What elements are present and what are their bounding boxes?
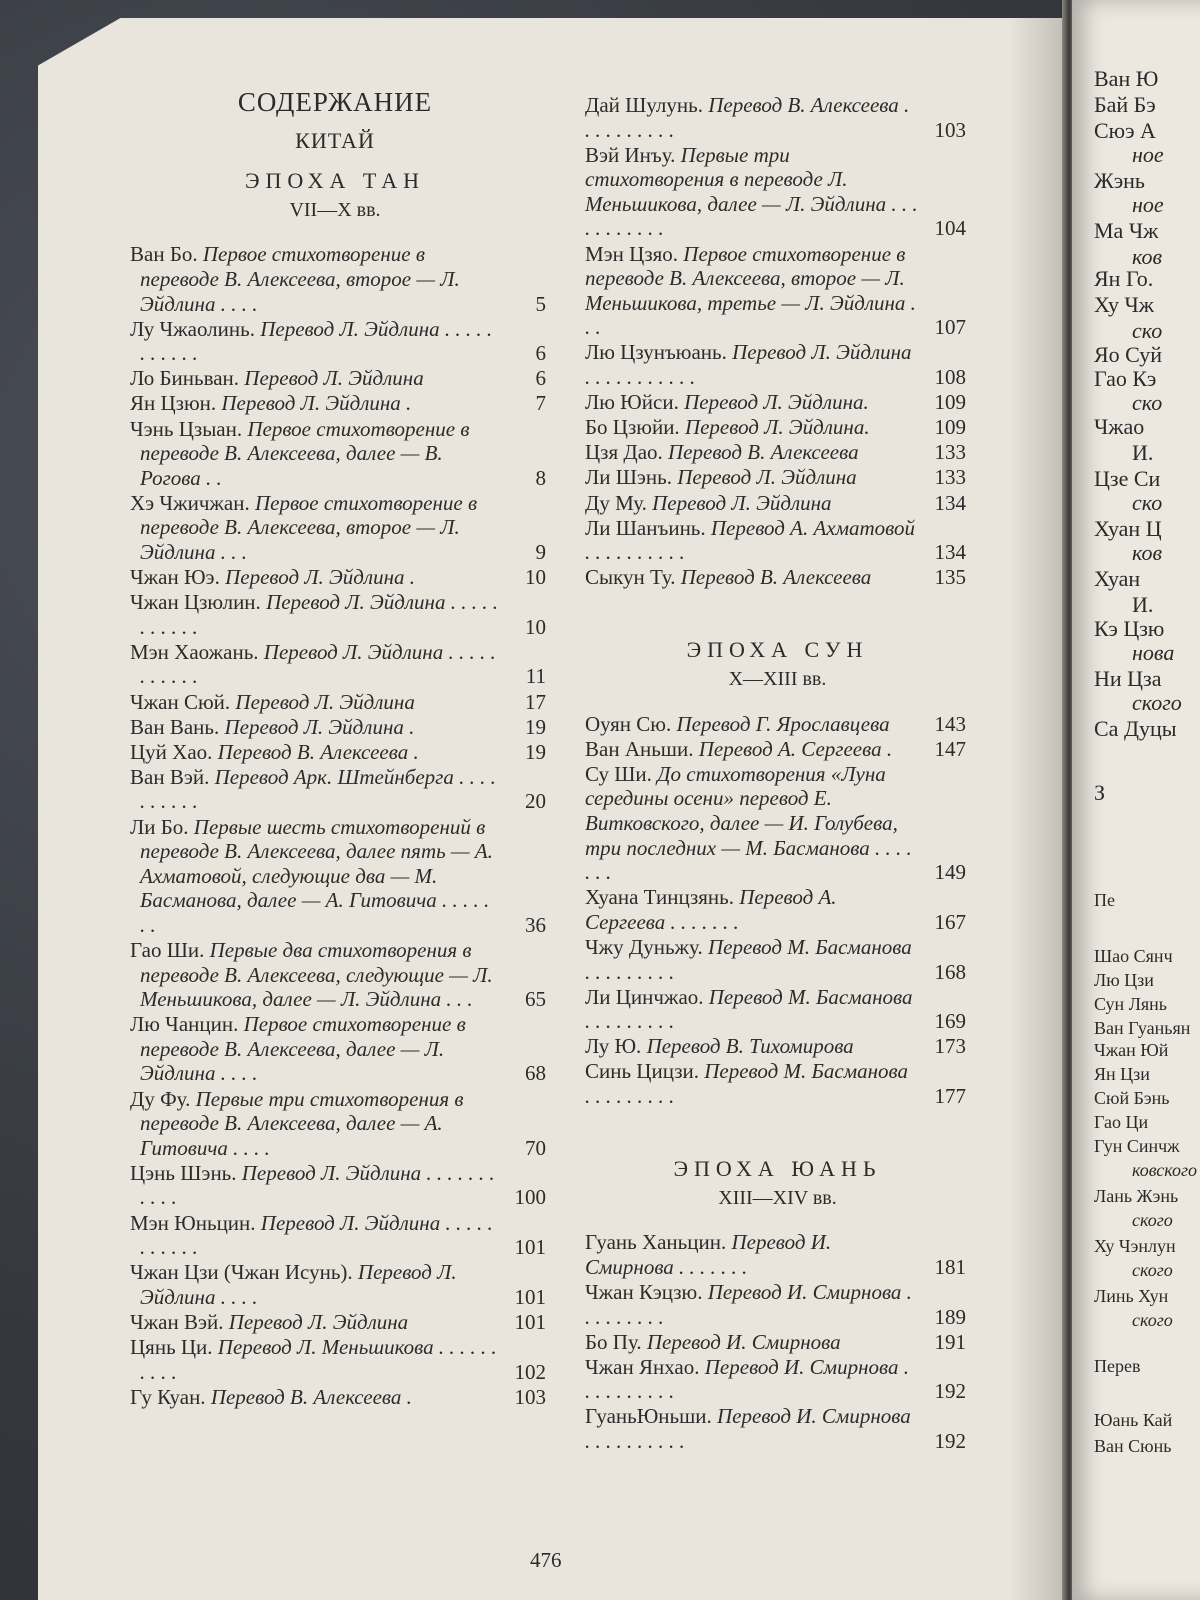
toc-entry [120, 1087, 550, 1161]
right-page-fragment: И. [1132, 592, 1154, 617]
toc-entry-page: 191 [934, 1329, 966, 1354]
toc-entry [585, 465, 970, 490]
toc-entry-page: 168 [934, 959, 966, 984]
right-page-fragment: Ван Ю [1094, 66, 1159, 91]
toc-entry-author: Ван Бо. [130, 242, 203, 267]
right-page-fragment: ков [1132, 540, 1163, 565]
toc-entry-translator: Первые три стихотворения в переводе В. Алексеева, далее — А. Гитовича . . . . [140, 1086, 464, 1160]
right-page-fragment: Цзе Си [1094, 466, 1161, 491]
toc-entry-author: Мэн Юньцин. [130, 1210, 261, 1235]
toc-entry-page: 10 [525, 614, 546, 639]
toc-entry-page: 5 [535, 291, 546, 316]
toc-entry-author: Вэй Инъу. [585, 142, 681, 167]
toc-entry [585, 1404, 970, 1453]
toc-entry-translator: Первое стихотворение в переводе В. Алексеева, далее — В. Рогова . . [140, 416, 470, 490]
toc-entry [585, 1280, 970, 1329]
toc-entry [120, 1310, 550, 1335]
toc-entry [585, 737, 970, 762]
right-page-fragment: Жэнь [1094, 168, 1145, 193]
toc-entry [585, 985, 970, 1034]
right-page-fragment: Ни Цза [1094, 666, 1162, 691]
right-page-fragment: Линь Хун [1094, 1286, 1169, 1306]
toc-entry-page: 109 [934, 390, 966, 415]
toc-entry-translator: Перевод А. Сергеева . [698, 736, 893, 761]
toc-entry [120, 391, 550, 416]
toc-entry [585, 1059, 970, 1108]
toc-entry-translator: Перевод И. Смирнова [646, 1329, 841, 1354]
right-page-fragment: нова [1132, 640, 1175, 665]
toc-entry [585, 565, 970, 590]
right-page-fragment: Бай Бэ [1094, 92, 1156, 117]
toc-list-tang-part1 [120, 242, 550, 1409]
toc-entry-page: 101 [514, 1309, 546, 1334]
toc-entry-author: Ян Цзюн. [130, 391, 222, 416]
toc-entry [120, 715, 550, 740]
page-number: 476 [530, 1548, 562, 1572]
toc-entry-author: Лю Юйси. [585, 390, 685, 415]
toc-entry [585, 415, 970, 440]
toc-entry [120, 317, 550, 366]
toc-entry-author: Ван Вэй. [130, 764, 215, 789]
right-page-fragment: Лань Жэнь [1094, 1186, 1179, 1206]
toc-entry-translator: Перевод Л. Меньшикова . . . . . . . . . . [140, 1335, 497, 1384]
toc-entry-page: 167 [934, 909, 966, 934]
toc-entry-author: Цуй Хао. [130, 739, 218, 764]
toc-entry-author: Чжан Кэцзю. [585, 1279, 708, 1304]
toc-entry-page: 70 [525, 1135, 546, 1160]
toc-entry [585, 1330, 970, 1355]
right-page-fragment: Сюй Бэнь [1094, 1088, 1170, 1108]
toc-entry-translator: Перевод Г. Ярославцева [676, 711, 890, 736]
right-page-fragment: ского [1132, 1260, 1173, 1280]
toc-entry [120, 417, 550, 491]
toc-entry-translator: Перевод Л. Эйдлина [235, 689, 415, 714]
toc-entry [585, 762, 970, 885]
toc-entry-page: 147 [934, 736, 966, 761]
toc-entry-translator: Перевод Л. Эйдлина . . . . . . . . . . . [140, 1160, 495, 1210]
toc-entry-translator: Перевод Л. Эйдлина . . . . . . . . . . . [140, 590, 498, 639]
toc-entry-author: Цэнь Шэнь. [130, 1160, 242, 1185]
section-title-yuan: ЭПОХА ЮАНЬ [673, 1156, 882, 1182]
toc-entry-translator: Перевод М. Басманова . . . . . . . . . [585, 1059, 908, 1108]
toc-list-tang-part2 [585, 93, 970, 590]
toc-entry-author: Чэнь Цзыан. [130, 416, 248, 441]
toc-entry-page: 17 [525, 689, 546, 714]
toc-entry-translator: Перевод Л. Эйдлина . . . . [140, 1260, 457, 1309]
toc-entry-author: Гу Куан. [130, 1384, 211, 1409]
toc-entry [120, 740, 550, 765]
toc-entry-translator: Перевод А. Сергеева . . . . . . . [585, 885, 837, 934]
toc-entry [585, 491, 970, 516]
toc-entry-author: Ли Шэнь. [585, 465, 678, 490]
toc-entry [120, 491, 550, 565]
right-page-fragment: Гао Ци [1094, 1112, 1149, 1132]
toc-entry-author: Лю Цзунъюань. [585, 340, 733, 365]
section-century-tang: VII—X вв. [289, 198, 381, 221]
right-page-fragment: Яо Суй [1094, 342, 1163, 367]
toc-entry-translator: До стихотворения «Луна середины осени» перевод Е. Витковского, далее — И. Голубева, три последних — М. Басманова . . . . . . . [585, 761, 912, 885]
right-page-fragment: ского [1132, 1210, 1173, 1230]
toc-entry [585, 340, 970, 389]
toc-entry [585, 143, 970, 241]
toc-entry-page: 177 [934, 1083, 966, 1108]
right-page-fragment: Ма Чж [1094, 218, 1159, 243]
right-page-fragment: З [1094, 780, 1106, 805]
toc-entry-author: Синь Цицзи. [585, 1059, 705, 1084]
toc-entry-translator: Перевод М. Басманова . . . . . . . . . [585, 984, 913, 1034]
toc-entry [120, 640, 550, 689]
toc-entry-author: Мэн Хаожань. [130, 639, 264, 664]
toc-entry-translator: Перевод И. Смирнова . . . . . . . [585, 1230, 832, 1279]
toc-list-yuan [585, 1230, 970, 1453]
toc-entry-author: Цянь Ци. [130, 1335, 218, 1359]
right-page-fragment: Чжао [1094, 414, 1145, 439]
toc-entry [585, 1034, 970, 1059]
toc-entry-translator: Перевод Л. Эйдлина. [684, 415, 870, 440]
toc-entry-page: 169 [934, 1009, 966, 1034]
toc-entry-author: Чжан Цзи (Чжан Исунь). [130, 1260, 358, 1285]
toc-entry-author: Су Ши. [585, 761, 658, 786]
toc-entry-translator: Перевод В. Алексеева [668, 440, 859, 465]
toc-entry-page: 6 [535, 341, 546, 366]
toc-entry-translator: Перевод В. Алексеева [680, 565, 872, 590]
toc-entry-page: 19 [525, 739, 546, 764]
toc-entry-translator: Перевод Л. Эйдлина . . . . . . . . . . . [585, 340, 912, 390]
toc-entry-author: Ду Фу. [130, 1086, 196, 1111]
toc-entry-page: 103 [514, 1384, 546, 1409]
right-page-fragment: Шао Сянч [1094, 946, 1173, 966]
right-page-fragment: Хуан Ц [1094, 516, 1162, 541]
toc-entry-translator: Перевод Л. Эйдлина [677, 465, 857, 490]
toc-entry-author: Ван Вань. [130, 714, 225, 739]
right-page-fragment: Ян Цзи [1094, 1064, 1150, 1084]
toc-entry [120, 565, 550, 590]
toc-entry-author: ГуаньЮньши. [585, 1404, 718, 1429]
toc-entry-translator: Перевод Л. Эйдлина [228, 1309, 409, 1334]
toc-entry-page: 19 [525, 714, 546, 739]
right-page-fragment: Сун Лянь [1094, 994, 1168, 1014]
right-page-fragment: Ян Го. [1094, 266, 1154, 291]
toc-entry-translator: Перевод Л. Эйдлина [244, 366, 424, 391]
right-page-fragment: И. [1132, 440, 1154, 465]
toc-entry-author: Лу Чжаолинь. [130, 316, 261, 341]
toc-entry-translator: Первые два стихотворения в переводе В. Алексеева, следующие — Л. Меньшикова, далее — Л. Эйдлина . . . [140, 938, 493, 1012]
toc-entry [120, 1012, 550, 1086]
toc-entry-page: 108 [934, 365, 966, 390]
toc-entry [585, 93, 970, 142]
toc-entry-translator: Перевод В. Алексеева . . . . . . . . . . [585, 93, 910, 142]
toc-entry-translator: Первые три стихотворения в переводе Л. Меньшикова, далее — Л. Эйдлина . . . . . . . . . . . [585, 142, 918, 241]
toc-entry-page: 20 [525, 789, 546, 814]
toc-entry-author: Лу Ю. [585, 1034, 647, 1059]
toc-entry-author: Чжан Цзюлин. [130, 590, 267, 615]
toc-entry-translator: Перевод А. Ахматовой . . . . . . . . . . [585, 515, 916, 565]
toc-entry-author: Бо Пу. [585, 1329, 647, 1354]
toc-entry-author: Мэн Цзяо. [585, 241, 684, 266]
contents-left-column [120, 87, 550, 1410]
right-page-fragment: Хуан [1094, 566, 1141, 591]
right-page-fragment: Пе [1094, 890, 1115, 910]
toc-entry-page: 103 [934, 117, 966, 142]
right-page-fragment: Чжан Юй [1094, 1040, 1169, 1060]
toc-entry [120, 242, 550, 316]
toc-entry [120, 690, 550, 715]
toc-entry-page: 143 [934, 711, 966, 736]
toc-entry-page: 134 [934, 490, 966, 515]
toc-entry [120, 1260, 550, 1309]
toc-entry-page: 149 [934, 860, 966, 885]
toc-entry-translator: Первое стихотворение в переводе В. Алексеева, второе — Л. Эйдлина . . . . [140, 242, 460, 316]
toc-entry-author: Бо Цзюйи. [585, 415, 685, 440]
toc-entry [120, 938, 550, 1012]
toc-entry-author: Чжан Янхао. [585, 1354, 705, 1379]
toc-entry-translator: Перевод В. Алексеева . [210, 1384, 412, 1409]
toc-entry-author: Дай Шулунь. [585, 93, 709, 117]
toc-entry [585, 1355, 970, 1404]
toc-entry [120, 1385, 550, 1410]
toc-entry-translator: Первое стихотворение в переводе В. Алексеева, второе — Л. Эйдлина . . . [140, 490, 478, 564]
toc-entry-page: 134 [934, 540, 966, 565]
toc-entry-translator: Перевод И. Смирнова . . . . . . . . . . [585, 1404, 911, 1453]
right-page-fragment: Ху Чэнлун [1094, 1236, 1176, 1256]
right-page-fragment: Гун Синчж [1094, 1136, 1180, 1156]
toc-entry-translator: Перевод Л. Эйдлина . [224, 714, 415, 739]
toc-entry-translator: Перевод Л. Эйдлина [652, 490, 832, 515]
toc-entry [120, 590, 550, 639]
toc-entry [585, 712, 970, 737]
toc-list-sung [585, 712, 970, 1109]
toc-entry-translator: Перевод В. Алексеева . [217, 739, 419, 764]
toc-entry-page: 68 [525, 1061, 546, 1086]
right-page-fragment: ско [1132, 490, 1163, 515]
toc-entry-translator: Перевод Л. Эйдлина . . . . . . . . . . . [140, 639, 496, 689]
toc-entry [120, 1161, 550, 1210]
toc-entry-author: Ли Бо. [130, 814, 194, 839]
toc-entry [120, 1211, 550, 1260]
toc-entry-author: Ду Му. [585, 490, 653, 515]
toc-entry-translator: Перевод Л. Эйдлина . . . . . . . . . . . [140, 316, 493, 366]
toc-entry-translator: Перевод Л. Эйдлина . . . . . . . . . . . [140, 1210, 493, 1260]
toc-entry [120, 1335, 550, 1384]
toc-entry-page: 65 [525, 987, 546, 1012]
toc-entry-author: Чжан Вэй. [130, 1309, 229, 1334]
toc-entry-translator: Перевод И. Смирнова . . . . . . . . . . [585, 1354, 909, 1404]
toc-entry-translator: Первое стихотворение в переводе В. Алексеева, далее — Л. Эйдлина . . . . [140, 1012, 466, 1086]
section-century-yuan: XIII—XIV вв. [718, 1186, 837, 1209]
right-page-fragment: Са Дуцы [1094, 716, 1177, 741]
right-page-fragment: ковского [1132, 1160, 1198, 1180]
toc-entry-page: 189 [934, 1304, 966, 1329]
toc-entry-page: 181 [934, 1254, 966, 1279]
toc-entry-author: Лю Чанцин. [130, 1012, 244, 1037]
country-heading: КИТАЙ [295, 127, 375, 153]
toc-entry [585, 1230, 970, 1279]
toc-entry-page: 8 [535, 465, 546, 490]
toc-entry-page: 7 [535, 391, 546, 416]
toc-entry-author: Оуян Сю. [585, 711, 677, 736]
toc-entry-page: 192 [934, 1429, 966, 1453]
toc-entry-page: 9 [535, 540, 546, 564]
toc-entry-author: Цзя Дао. [585, 440, 669, 465]
right-page-fragment: Гао Кэ [1094, 366, 1157, 391]
toc-entry-author: Гао Ши. [130, 938, 210, 962]
toc-entry-page: 133 [934, 465, 966, 490]
toc-entry-author: Сыкун Ту. [585, 565, 681, 590]
toc-entry-translator: Перевод В. Тихомирова [646, 1034, 854, 1059]
right-page-fragment: Ван Сюнь [1094, 1436, 1172, 1456]
toc-entry-author: Ли Цинчжао. [585, 984, 709, 1009]
toc-entry-page: 133 [934, 440, 966, 465]
toc-entry-page: 107 [934, 315, 966, 340]
right-page-fragment: Ху Чж [1094, 292, 1154, 317]
toc-entry [120, 815, 550, 938]
right-page-fragment: Кэ Цзю [1094, 616, 1165, 641]
toc-entry-author: Чжан Юэ. [130, 565, 226, 590]
toc-entry-translator: Перевод Арк. Штейнберга . . . . . . . . . . [140, 764, 496, 814]
toc-entry-author: Чжан Сюй. [130, 689, 236, 714]
toc-entry-author: Хэ Чжичжан. [130, 490, 255, 515]
right-page-fragment: Лю Цзи [1094, 970, 1154, 990]
right-page-fragment: ное [1132, 142, 1164, 167]
toc-entry [585, 516, 970, 565]
toc-entry-page: 173 [934, 1034, 966, 1059]
toc-entry-page: 102 [514, 1359, 546, 1384]
toc-entry [585, 885, 970, 934]
toc-entry-page: 10 [525, 565, 546, 590]
toc-entry [120, 765, 550, 814]
right-page-fragment: Перев [1094, 1356, 1141, 1376]
section-title-tang: ЭПОХА ТАН [245, 168, 425, 194]
toc-entry-author: Ван Аньши. [585, 736, 699, 761]
section-century-sung: X—XIII вв. [728, 667, 827, 690]
toc-entry-page: 104 [934, 216, 966, 241]
toc-entry-page: 11 [525, 664, 546, 689]
toc-entry [585, 390, 970, 415]
right-page-fragment: ков [1132, 244, 1163, 269]
right-page-fragment: ского [1132, 1310, 1173, 1330]
right-page-fragment: ского [1132, 690, 1182, 715]
toc-entry-author: Ли Шанъинь. [585, 515, 711, 540]
toc-entry-translator: Первые шесть стихотворений в переводе В. Алексеева, далее пять — А. Ахматовой, следующие два — М. Басманова, далее — А. Гитовича . . . . . . . [140, 814, 493, 937]
section-title-sung: ЭПОХА СУН [686, 637, 869, 663]
toc-entry-translator: Перевод И. Смирнова . . . . . . . . . [585, 1279, 912, 1329]
toc-entry [585, 440, 970, 465]
toc-entry-author: Гуань Ханьцин. [585, 1230, 732, 1255]
toc-entry-page: 36 [525, 912, 546, 937]
toc-entry [120, 366, 550, 391]
toc-entry-translator: Перевод Л. Эйдлина . [221, 391, 412, 416]
toc-entry [585, 242, 970, 340]
toc-entry-page: 192 [934, 1379, 966, 1404]
toc-entry-author: Ло Биньван. [130, 366, 245, 391]
toc-entry-author: Чжу Дуньжу. [585, 934, 708, 959]
toc-entry-page: 101 [514, 1284, 546, 1309]
toc-entry-page: 100 [514, 1185, 546, 1210]
right-page-fragment: ное [1132, 192, 1164, 217]
toc-entry-page: 135 [934, 565, 966, 590]
toc-entry-translator: Первое стихотворение в переводе В. Алексеева, второе — Л. Меньшикова, третье — Л. Эйдлина . . . [585, 241, 916, 340]
right-page-fragment: Сюэ А [1094, 118, 1156, 143]
right-page-fragment: Юань Кай [1094, 1410, 1173, 1430]
right-page-fragment: ско [1132, 390, 1163, 415]
contents-heading: СОДЕРЖАНИЕ [237, 87, 433, 117]
toc-entry-page: 109 [934, 415, 966, 440]
toc-entry [585, 935, 970, 984]
toc-entry-page: 6 [535, 366, 546, 391]
right-page-fragment: Ван Гуаньян [1094, 1018, 1191, 1038]
toc-entry-translator: Перевод М. Басманова . . . . . . . . . [585, 934, 912, 984]
toc-entry-author: Хуана Тинцзянь. [585, 885, 740, 910]
contents-middle-column [585, 93, 970, 1454]
right-page-fragment: ско [1132, 318, 1163, 343]
toc-entry-translator: Перевод Л. Эйдлина . [225, 565, 415, 590]
toc-entry-translator: Перевод Л. Эйдлина. [684, 390, 869, 415]
toc-entry-page: 101 [514, 1235, 546, 1260]
